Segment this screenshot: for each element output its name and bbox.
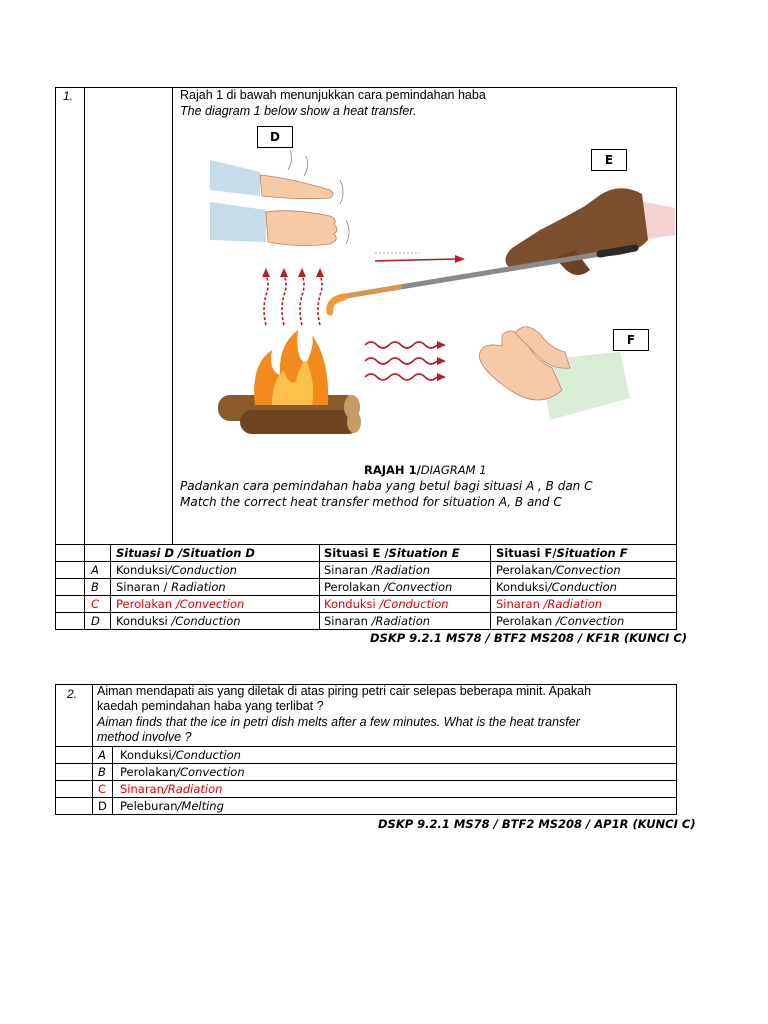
option-letter: D (98, 799, 107, 813)
option-e-answer (324, 597, 449, 611)
d-en: /Convection (175, 597, 245, 611)
header-e-ms: Situasi E / (324, 546, 389, 560)
hands-f-icon (479, 327, 630, 420)
option-d-answer (116, 597, 244, 611)
label-f: F (613, 329, 649, 351)
option-e-answer (324, 563, 430, 577)
f-ms: Konduksi (496, 580, 548, 594)
caption-english: DIAGRAM 1 (420, 463, 487, 477)
f-en: /Radiation (543, 597, 603, 611)
d-en: /Conduction (171, 614, 241, 628)
diagram-illustration (180, 120, 675, 460)
d-en: Radiation (171, 580, 226, 594)
instruction-malay: Padankan cara pemindahan haba yang betul bagi situasi A , B dan C (180, 479, 593, 493)
label-e: E (591, 149, 627, 171)
header-d-ms: Situasi D / (116, 546, 183, 560)
diagram-caption (364, 463, 487, 477)
question-english-line-2: method involve ? (97, 730, 192, 744)
intro-malay: Rajah 1 di bawah menunjukkan cara pemindahan haba (180, 88, 486, 102)
d-en: /Conduction (167, 563, 237, 577)
caption-malay: RAJAH 1/ (364, 463, 421, 477)
option-f-answer (496, 614, 624, 628)
option-text (120, 765, 245, 779)
option-en: /Convection (176, 765, 245, 779)
d-ms: Perolakan (116, 597, 176, 611)
d-ms: Sinaran / (116, 580, 172, 594)
reference-code: DSKP 9.2.1 MS78 / BTF2 MS208 / AP1R (KUNCI C) (378, 817, 696, 831)
d-ms: Konduksi (116, 614, 172, 628)
option-d-answer (116, 614, 241, 628)
option-letter: A (98, 748, 106, 762)
campfire-icon (218, 330, 361, 434)
conduction-arrow-icon (375, 253, 465, 263)
option-en: /Conduction (171, 748, 241, 762)
e-en: /Radiation (371, 614, 431, 628)
reference-code: DSKP 9.2.1 MS78 / BTF2 MS208 / KF1R (KUNCI C) (370, 631, 688, 645)
header-situation-f (496, 546, 628, 560)
e-en: /Conduction (379, 597, 449, 611)
option-text (120, 748, 241, 762)
option-d-answer (116, 580, 226, 594)
option-letter: C (98, 782, 107, 796)
option-en: /Melting (177, 799, 224, 813)
header-situation-d (116, 546, 255, 560)
f-en: /Convection (552, 563, 621, 577)
header-f-en: Situation F (556, 546, 628, 560)
option-letter: B (91, 580, 99, 594)
question-malay-line-2: kaedah pemindahan haba yang terlibat ? (97, 699, 324, 713)
option-letter: B (98, 765, 106, 779)
question-number: 2. (67, 687, 78, 701)
instruction-english: Match the correct heat transfer method for situation A, B and C (180, 495, 562, 509)
option-f-answer (496, 580, 617, 594)
radiation-waves-icon (365, 342, 437, 380)
header-e-en: Situation E (388, 546, 460, 560)
option-e-answer (324, 580, 452, 594)
option-e-answer (324, 614, 430, 628)
option-letter: C (91, 597, 100, 611)
header-d-en: Situation D (182, 546, 255, 560)
option-d-answer (116, 563, 237, 577)
gloved-hand-e-icon (505, 188, 675, 275)
convection-arrows-icon (264, 275, 322, 325)
e-en: /Convection (383, 580, 453, 594)
question-malay-line-1: Aiman mendapati ais yang diletak di atas piring petri cair selepas beberapa minit. Apakah (97, 684, 592, 698)
question-english-line-1: Aiman finds that the ice in petri dish melts after a few minutes. What is the heat transfer (97, 715, 580, 729)
question-number: 1. (63, 89, 74, 103)
label-d: D (257, 126, 293, 148)
e-en: /Radiation (371, 563, 431, 577)
metal-rod-icon (330, 248, 635, 312)
option-ms: Peleburan (120, 799, 178, 813)
f-en: /Convection (555, 614, 625, 628)
f-en: /Conduction (547, 580, 617, 594)
option-text (120, 799, 224, 813)
e-ms: Sinaran (324, 563, 372, 577)
option-ms: Konduksi (120, 748, 172, 762)
hands-d-icon (210, 150, 349, 246)
option-f-answer (496, 563, 621, 577)
option-text (120, 782, 222, 796)
header-f-ms: Situasi F/ (496, 546, 557, 560)
option-ms: Perolakan (120, 765, 177, 779)
intro-english: The diagram 1 below show a heat transfer. (180, 104, 417, 118)
option-en: /Radiation (163, 782, 223, 796)
option-ms: Sinaran (120, 782, 164, 796)
option-letter: A (91, 563, 99, 577)
option-letter: D (91, 614, 100, 628)
e-ms: Konduksi (324, 597, 380, 611)
e-ms: Perolakan (324, 580, 384, 594)
f-ms: Perolakan (496, 563, 553, 577)
header-situation-e (324, 546, 460, 560)
heat-transfer-diagram (180, 120, 675, 460)
d-ms: Konduksi (116, 563, 168, 577)
option-f-answer (496, 597, 602, 611)
e-ms: Sinaran (324, 614, 372, 628)
f-ms: Sinaran (496, 597, 544, 611)
f-ms: Perolakan (496, 614, 556, 628)
